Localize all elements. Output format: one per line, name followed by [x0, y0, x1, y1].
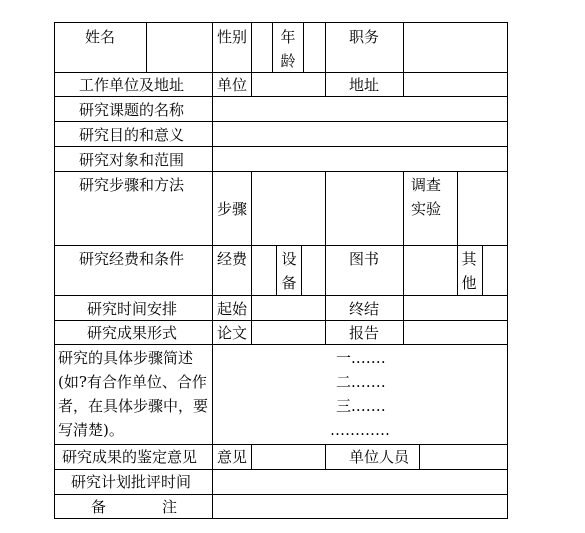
- label-approval-time: 研究计划批评时间: [71, 473, 192, 491]
- step-line-3: 三.……: [336, 397, 386, 415]
- rule: [457, 245, 458, 295]
- label-appraisal: 研究成果的鉴定意见: [62, 448, 198, 466]
- rule: [54, 518, 508, 519]
- rule: [325, 171, 326, 245]
- label-funding: 经费: [217, 250, 248, 268]
- field-report[interactable]: [404, 321, 507, 344]
- label-start: 起始: [217, 300, 248, 318]
- field-opinion[interactable]: [252, 445, 325, 469]
- field-books[interactable]: [404, 246, 457, 295]
- field-paper[interactable]: [252, 321, 325, 344]
- field-scope[interactable]: [213, 147, 507, 171]
- rule: [272, 22, 273, 72]
- border-right: [507, 22, 508, 519]
- step-line-2: 二.……: [336, 373, 386, 391]
- field-name[interactable]: [147, 23, 251, 72]
- field-funding[interactable]: [252, 246, 276, 295]
- label-name: 姓名: [85, 28, 116, 46]
- field-purpose[interactable]: [213, 122, 507, 146]
- label-age: 年龄: [280, 28, 296, 70]
- label-books: 图书: [349, 250, 380, 268]
- label-report: 报告: [349, 324, 380, 342]
- label-address: 地址: [349, 76, 380, 94]
- label-schedule: 研究时间安排: [87, 300, 178, 318]
- label-steps-methods: 研究步骤和方法: [79, 176, 185, 194]
- field-gender[interactable]: [252, 23, 272, 72]
- field-topic-name[interactable]: [213, 97, 507, 121]
- label-topic-name: 研究课题的名称: [79, 101, 185, 119]
- field-survey-experiment[interactable]: [458, 172, 507, 245]
- label-purpose: 研究目的和意义: [79, 126, 185, 144]
- field-unit-staff[interactable]: [420, 445, 507, 469]
- label-steps: 步骤: [217, 200, 248, 218]
- label-end: 终结: [349, 300, 380, 318]
- field-age[interactable]: [304, 23, 325, 72]
- label-unit: 单位: [217, 76, 248, 94]
- label-equipment: 设备: [281, 250, 297, 292]
- label-paper: 论文: [217, 324, 248, 342]
- field-approval-time[interactable]: [213, 470, 507, 494]
- label-remarks-a: 备: [91, 498, 107, 516]
- rule: [276, 245, 277, 295]
- label-gender: 性别: [217, 28, 248, 46]
- rule: [325, 444, 326, 469]
- label-detail-steps: 研究的具体步骤简述(如?有合作单位、合作者，在具体步骤中，要写清楚)。: [58, 349, 209, 439]
- label-unit-staff: 单位人员: [349, 448, 410, 466]
- field-equipment[interactable]: [302, 246, 325, 295]
- label-funding-conditions: 研究经费和条件: [79, 250, 185, 268]
- label-outcome-form: 研究成果形式: [87, 324, 178, 342]
- rule: [325, 72, 326, 96]
- border-left: [54, 22, 55, 519]
- label-opinion: 意见: [217, 448, 248, 466]
- field-other[interactable]: [483, 246, 507, 295]
- field-start[interactable]: [252, 296, 325, 320]
- rule: [325, 22, 326, 72]
- rule: [325, 245, 326, 295]
- field-unit[interactable]: [252, 73, 325, 96]
- field-steps[interactable]: [252, 172, 325, 245]
- step-line-4: …………: [330, 421, 390, 439]
- label-survey-experiment: 调查实验: [411, 176, 442, 218]
- field-remarks[interactable]: [213, 495, 507, 518]
- rule: [325, 295, 326, 344]
- field-address[interactable]: [404, 73, 507, 96]
- field-position[interactable]: [404, 23, 507, 72]
- label-remarks-b: 注: [162, 498, 178, 516]
- label-position: 职务: [349, 28, 380, 46]
- step-line-1: 一.……: [336, 349, 386, 367]
- label-other: 其他: [461, 250, 477, 292]
- label-work-unit-address: 工作单位及地址: [79, 76, 185, 94]
- label-scope: 研究对象和范围: [79, 151, 185, 169]
- field-end[interactable]: [404, 296, 507, 320]
- rule: [403, 171, 404, 245]
